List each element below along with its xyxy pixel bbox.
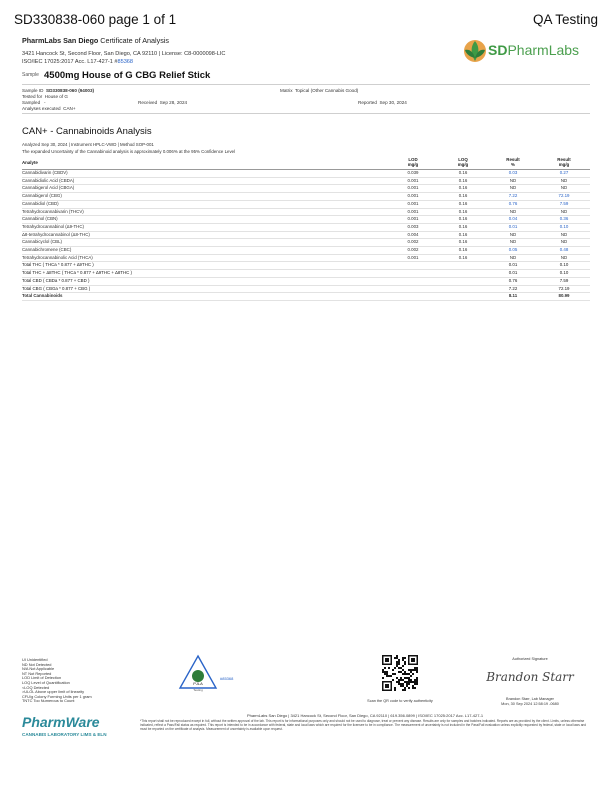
table-cell: ND: [488, 231, 538, 239]
table-row: [22, 185, 590, 193]
table-cell: 0.05: [488, 247, 538, 255]
section-title: CAN+ - Cannabinoids Analysis: [22, 126, 152, 137]
sample-name: 4500mg House of G CBG Relief Stick: [44, 70, 211, 81]
table-row: [22, 239, 590, 247]
table-row: [22, 193, 590, 201]
table-cell: 0.16: [438, 216, 488, 224]
table-cell: ND: [538, 185, 590, 193]
sample-label: Sample: [22, 72, 39, 78]
table-cell: 0.76: [488, 277, 538, 285]
lab-heading: [22, 36, 169, 45]
table-cell: Tetrahydrocannabivarin (THCV): [22, 208, 388, 216]
total-row: [22, 285, 590, 293]
table-cell: Cannabichromene (CBC): [22, 247, 388, 255]
table-cell: 0.27: [538, 170, 590, 178]
table-cell: Total CBG ( CBGa * 0.877 + CBG ): [22, 285, 388, 293]
page-title: SD330838-060 page 1 of 1: [14, 12, 177, 27]
legend-item: LOD Limit of Detection: [22, 675, 62, 681]
table-cell: 0.16: [438, 239, 488, 247]
table-cell: ND: [488, 208, 538, 216]
table-cell: 0.16: [438, 170, 488, 178]
divider: [22, 84, 590, 85]
signer-block: [470, 697, 590, 706]
total-cannabinoids-row: [22, 293, 590, 301]
qa-label: QA Testing: [532, 12, 598, 27]
legend-item: >ULOL Above upper limit of linearity: [22, 689, 85, 695]
table-cell: 8.11: [488, 293, 538, 301]
table-cell: 80.99: [538, 293, 590, 301]
table-cell: 0.76: [488, 200, 538, 208]
table-cell: 0.004: [388, 231, 438, 239]
table-cell: 0.36: [538, 216, 590, 224]
table-cell: Cannabidiolic Acid (CBDA): [22, 177, 388, 185]
table-cell: 0.04: [488, 216, 538, 224]
table-header-row: [22, 156, 590, 170]
accreditation-number: #85368: [220, 676, 234, 681]
legend-item: N/A Not Applicable: [22, 666, 55, 672]
table-cell: 7.59: [538, 277, 590, 285]
table-cell: 0.01: [488, 223, 538, 231]
table-cell: 0.003: [388, 223, 438, 231]
column-header: LOD mg/g: [388, 156, 438, 170]
table-cell: 0.001: [388, 216, 438, 224]
table-cell: ND: [488, 254, 538, 262]
table-row: [22, 223, 590, 231]
table-row: [22, 231, 590, 239]
table-cell: Tetrahydrocannabinol (Δ9-THC): [22, 223, 388, 231]
table-cell: [388, 262, 438, 270]
total-row: [22, 262, 590, 270]
table-cell: 0.48: [538, 247, 590, 255]
legend-item: UI Unidentified: [22, 657, 48, 662]
table-cell: 0.002: [388, 247, 438, 255]
qr-code-icon[interactable]: [382, 655, 418, 691]
table-cell: 0.10: [538, 262, 590, 270]
table-cell: [388, 285, 438, 293]
table-cell: ND: [538, 254, 590, 262]
table-cell: Cannabigerol (CBG): [22, 193, 388, 201]
table-cell: Cannabidiol (CBD): [22, 200, 388, 208]
total-row: [22, 277, 590, 285]
table-cell: 0.16: [438, 185, 488, 193]
table-cell: ND: [538, 239, 590, 247]
sampled-row: Sampled -: [22, 100, 46, 105]
table-cell: Total THC ( THCa * 0.877 + ∆9THC ): [22, 262, 388, 270]
legend-item: NT Not Reported: [22, 670, 52, 676]
table-cell: 72.19: [538, 285, 590, 293]
divider: [22, 113, 590, 114]
table-cell: Cannabigerol Acid (CBGA): [22, 185, 388, 193]
table-cell: 0.03: [488, 170, 538, 178]
lab-name: PharmLabs San Diego: [22, 36, 99, 45]
qr-caption: Scan the QR code to verify authenticity: [367, 699, 433, 703]
sample-id-row: Sample ID SD330838-060 (94003): [22, 88, 95, 93]
iso-number-link[interactable]: 85368: [117, 59, 134, 65]
table-cell: Cannabicyclol (CBL): [22, 239, 388, 247]
column-header: Result mg/g: [538, 156, 590, 170]
table-cell: 0.16: [438, 208, 488, 216]
table-cell: ND: [488, 185, 538, 193]
table-cell: 0.039: [388, 170, 438, 178]
pjla-sub: Testing: [193, 688, 203, 692]
table-row: [22, 208, 590, 216]
sdpharmlabs-leaf-icon: [462, 38, 488, 64]
analyzed-line: Analyzed Sep 30, 2024 | Instrument HPLC-VWD | Method SOP-001: [22, 142, 154, 147]
sdpharmlabs-logo: SDPharmLabs: [488, 42, 580, 58]
table-cell: 0.01: [488, 262, 538, 270]
cannabinoid-table: [22, 156, 590, 301]
table-cell: 0.001: [388, 200, 438, 208]
table-cell: 0.16: [438, 177, 488, 185]
received-row: Received Sep 28, 2024: [138, 100, 188, 105]
legend-item: LOQ Level of Quantification: [22, 679, 70, 685]
table-cell: ND: [538, 177, 590, 185]
legend-item: ND Not Detected: [22, 661, 52, 667]
table-row: [22, 247, 590, 255]
column-header: Analyte: [22, 156, 388, 170]
table-row: [22, 170, 590, 178]
table-cell: ND: [488, 239, 538, 247]
tested-for-row: Tested for House of G: [22, 94, 68, 99]
lab-iso: ISO/IEC 17025:2017 Acc. L17-427-1 #85368: [22, 59, 134, 65]
table-cell: 0.16: [438, 254, 488, 262]
table-cell: Tetrahydrocannabinolic Acid (THCA): [22, 254, 388, 262]
legend-item: TNTC Too Numerous to Count: [22, 698, 75, 704]
table-cell: 7.22: [488, 193, 538, 201]
table-cell: 0.001: [388, 254, 438, 262]
doc-type: Certificate of Analysis: [100, 36, 170, 45]
signature-label: Authorized Signature: [512, 657, 548, 661]
table-cell: Δ8-tetrahydrocannabinol (Δ8-THC): [22, 231, 388, 239]
table-cell: ND: [538, 208, 590, 216]
table-cell: [438, 293, 488, 301]
table-cell: Cannabidivarin (CBDV): [22, 170, 388, 178]
table-row: [22, 216, 590, 224]
pjla-label: PJLA: [193, 681, 203, 686]
table-cell: Cannabinol (CBN): [22, 216, 388, 224]
table-row: [22, 177, 590, 185]
column-header: LOQ mg/g: [438, 156, 488, 170]
table-cell: 7.22: [488, 285, 538, 293]
table-row: [22, 254, 590, 262]
column-header: Result %: [488, 156, 538, 170]
table-cell: 0.16: [438, 223, 488, 231]
uncertainty-line: The expanded Uncertainty of the Cannabinoid analysis is approximately 0.006% at the 95% Confidence Level: [22, 149, 236, 154]
total-row: [22, 270, 590, 278]
table-cell: ND: [488, 177, 538, 185]
handwritten-signature: Brandon Starr: [486, 670, 574, 684]
table-row: [22, 200, 590, 208]
table-cell: Total CBD ( CBDa * 0.877 + CBD ): [22, 277, 388, 285]
pharmware-logo: PharmWare: [22, 714, 100, 730]
table-cell: ND: [538, 231, 590, 239]
table-cell: [388, 270, 438, 278]
table-cell: [438, 277, 488, 285]
table-cell: 0.10: [538, 270, 590, 278]
table-cell: 0.002: [388, 239, 438, 247]
table-cell: 0.16: [438, 200, 488, 208]
table-cell: 72.19: [538, 193, 590, 201]
table-cell: 7.59: [538, 200, 590, 208]
table-cell: 0.001: [388, 177, 438, 185]
table-cell: [388, 293, 438, 301]
lab-address-block: [22, 50, 225, 66]
signature-date: Mon, 30 Sep 2024 12:58:19 -0680: [501, 701, 559, 706]
abbreviation-legend: [22, 658, 92, 704]
pharmware-tagline: CANNABIS LABORATORY LIMS & ELN: [22, 732, 107, 737]
table-cell: 0.16: [438, 231, 488, 239]
reported-row: Reported Sep 30, 2024: [358, 100, 407, 105]
footer-address: PharmLabs San Diego | 3421 Hancock St, Second Floor, San Diego, CA 92110 | 619.356.0899 | ISO/IEC 17025:2017 Acc. L17-427-1: [246, 713, 484, 718]
table-cell: [438, 270, 488, 278]
matrix-row: Matrix Topical (Other Cannabis Good): [280, 88, 359, 93]
legend-item: <LOQ Detected: [22, 684, 50, 690]
table-cell: Total Cannabinoids: [22, 293, 388, 301]
table-cell: [438, 285, 488, 293]
table-cell: 0.001: [388, 185, 438, 193]
table-cell: 0.001: [388, 208, 438, 216]
table-cell: 0.16: [438, 193, 488, 201]
table-cell: [388, 277, 438, 285]
analyses-row: Analyses executed CAN+: [22, 106, 76, 111]
table-cell: 0.001: [388, 193, 438, 201]
signer-name: Brandon Starr, Lab Manager: [506, 697, 554, 701]
pjla-accreditation-seal-icon: [178, 654, 218, 692]
legend-item: CFU/g Colony Forming Units per 1 gram: [22, 693, 92, 699]
table-cell: 0.10: [538, 223, 590, 231]
table-cell: Total THC + ∆8THC ( THCa * 0.877 + ∆9THC + ∆8THC ): [22, 270, 388, 278]
table-cell: 0.01: [488, 270, 538, 278]
disclaimer: *This report shall not be reproduced except in full, without the written approval of the lab. This report is for informational purposes only and should not be used to diagnose, treat or prevent any disease. Results are only for samples and batches indicated. Reports are as provided by the client. Limits, unless otherwise indicated, reflect a Pass/Fail status as required. This report is intended to be in accordance with federal, state and local laws which are required for the licensee to be in compliance. The measurement of uncertainty is not included in the Pass/Fail evaluation unless explicitly requested by federal, state or local laws and must be reported on the certificate of analysis. Measurement of uncertainty is available upon request.: [140, 719, 587, 731]
table-cell: [438, 262, 488, 270]
lab-address: 3421 Hancock St, Second Floor, San Diego, CA 92110 | License: C8-0000098-LIC: [22, 51, 226, 57]
table-cell: 0.16: [438, 247, 488, 255]
